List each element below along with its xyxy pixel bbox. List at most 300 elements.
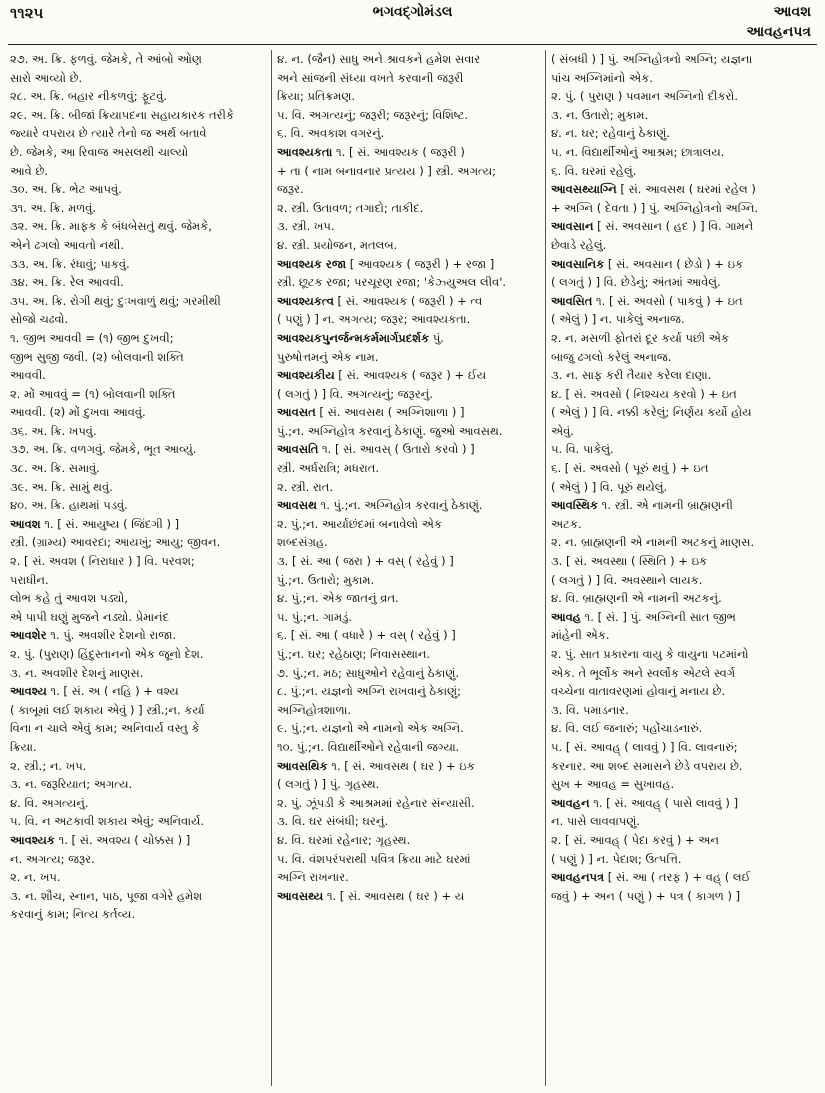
- definition-text: ૧. [ સં. આવશ્યક ( જરૂરી ): [332, 144, 465, 159]
- definition-text: [ સં. આવસથ ( ઘરમાં રહેલ ): [616, 182, 756, 197]
- definition-line: [551, 887, 816, 906]
- definition-text: ૨. પું. ( પુરાણ ) પવમાન અગ્નિનો દીકરો.: [551, 89, 739, 104]
- definition-text: પુરુષોત્તમનું એક નામ.: [277, 349, 379, 364]
- definition-text: ૩. ન. સાફ કરી તૈયાર કરેલા દાણા.: [551, 368, 712, 383]
- definition-text: ૧. પું. અવશીર દેશનો રાજા.: [46, 628, 177, 643]
- definition-line: [277, 719, 539, 738]
- definition-text: પાંચ અગ્નિમાંનો એક.: [551, 70, 653, 85]
- definition-text: સોજો ચઢવો.: [10, 312, 69, 327]
- definition-line: [10, 180, 265, 199]
- headword: આવહનપત્ર: [551, 870, 605, 885]
- definition-line: [551, 124, 816, 143]
- definition-text: ( લગતું ) ] વિ. અવસ્થાને લાયક.: [551, 572, 703, 587]
- definition-line: [10, 701, 265, 720]
- headword: આવસથ્યાગ્નિ: [551, 182, 617, 197]
- definition-text: [ સં. આવસથ ( અગ્નિશાળા ) ]: [315, 405, 465, 420]
- headword: આવશ્યકતા: [277, 144, 333, 159]
- definition-text: ૧. સ્ત્રી. એ નામની બ્રાહ્મણની: [598, 498, 733, 513]
- definition-line: [10, 719, 265, 738]
- definition-line: [10, 440, 265, 459]
- definition-text: કરનાર. આ શબ્દ સમાસને છેડે વપરાય છે.: [551, 758, 743, 773]
- definition-text: ૭. પું.;ન. મઠ; સાધુઓને રહેવાનું ઠેકાણું.: [277, 665, 460, 680]
- entry-line: [277, 143, 539, 162]
- page-header: [0, 0, 825, 48]
- definition-text: ૪. વિ. લઈ જનારું; પહોંચાડનારું.: [551, 721, 703, 736]
- entry-line: [551, 217, 816, 236]
- column-divider: [271, 50, 272, 1086]
- entry-line: [551, 255, 816, 274]
- definition-text: ૪. વિ. અગત્યનું.: [10, 795, 89, 810]
- definition-line: [10, 794, 265, 813]
- definition-line: [10, 124, 265, 143]
- definition-line: [551, 571, 816, 590]
- definition-text: ૨. પું. (પુરાણ) હિંદુસ્તાનનો એક જૂનો દેશ.: [10, 647, 204, 661]
- definition-text: ૨૭. અ. ક્રિ. ફળવું. જેમકે, તે આંબો ઓણ: [10, 52, 202, 66]
- header-rule: [8, 44, 817, 45]
- definition-text: ૨. સ્ત્રી. રાત.: [277, 479, 334, 494]
- definition-line: [277, 459, 539, 478]
- definition-text: ૩. વિ. ઘર સંબંધી; ઘરનું.: [277, 814, 389, 829]
- definition-line: [277, 217, 539, 236]
- definition-text: ( લગતું ) ] વિ. અગત્યનું; જરૂરનું.: [277, 386, 433, 401]
- headword: આવસાનિક: [551, 256, 605, 271]
- definition-text: ૧. [ સં. આવસથ ( ઘર ) + ઇક: [327, 758, 475, 773]
- definition-line: [551, 478, 816, 497]
- entry-line: [277, 329, 539, 348]
- definition-text: આવવી. (૨) મોં દુખવા આવવું.: [10, 405, 146, 420]
- definition-text: ૨. [ સં. આવહ્ ( પેદા કરવું ) + અન: [551, 832, 719, 847]
- definition-line: [277, 645, 539, 664]
- definition-line: [277, 87, 539, 106]
- definition-text: સ્ત્રી. (ગ્રામ્ય) આવરદા; આયખું; આયુ; જીવન.: [10, 535, 221, 550]
- entry-line: [277, 366, 539, 385]
- definition-text: ( લગતું ) ] વિ. છેડેનું; અંતમાં આવેલું.: [551, 275, 721, 290]
- definition-text: ક્રિયા; પ્રતિક્રમણ.: [277, 89, 356, 104]
- definition-text: ૪. વિ. ઘરમાં રહેનાર; ગૃહસ્થ.: [277, 832, 411, 847]
- definition-line: [551, 199, 816, 218]
- headword: આવસ્થિક: [551, 498, 599, 513]
- definition-text: ૧. પું.;ન. અગ્નિહોત્ર કરવાનું ઠેકાણું.: [316, 498, 483, 513]
- definition-line: [10, 162, 265, 181]
- definition-text: ( એલું ) ] વિ. નક્કી કરેલું; નિર્ણય કર્યો હોય: [551, 405, 752, 420]
- definition-line: [551, 664, 816, 683]
- headword: આવશ્યકત્વ: [277, 293, 334, 308]
- definition-text: જ્યારે વપરાય છે ત્યારે તેનો જ અર્થ બતાવે: [10, 126, 207, 141]
- definition-line: [277, 124, 539, 143]
- entry-line: [10, 515, 265, 534]
- definition-text: ૧. [ સં. અવશ્ય ( ચોક્કસ ) ]: [54, 832, 191, 847]
- definition-line: [551, 831, 816, 850]
- definition-text: પું.;ન. ઉતારો; મુકામ.: [277, 572, 375, 587]
- definition-line: [10, 348, 265, 367]
- definition-text: [ સં. આ ( તરફ ) + વહ્ ( લઈ: [604, 870, 751, 885]
- definition-text: ૫. ન. વિદ્યાર્થીઓનું આશ્રમ; છાત્રાલય.: [551, 144, 725, 159]
- definition-line: [10, 533, 265, 552]
- definition-line: [551, 236, 816, 255]
- definition-line: [551, 459, 816, 478]
- definition-text: + તા ( નામ બનાવનાર પ્રત્યય ) ] સ્ત્રી. અગત્ય;: [277, 163, 497, 178]
- definition-line: [10, 292, 265, 311]
- definition-text: ( કાબૂમાં લઈ શકાય એવું ) ] સ્ત્રી.;ન. કર્યા: [10, 702, 205, 717]
- guide-word-last: આવહનપત્ર: [746, 24, 811, 40]
- definition-line: [10, 812, 265, 831]
- definition-line: [10, 310, 265, 329]
- entry-line: [277, 440, 539, 459]
- headword: આવસિત: [551, 293, 593, 308]
- definition-line: [10, 645, 265, 664]
- definition-text: ૧. [ સં. આવસ્ ( ઉતારો કરવો ) ]: [318, 442, 475, 457]
- definition-line: [551, 440, 816, 459]
- headword: આવશ્ય: [10, 684, 47, 699]
- definition-line: [277, 775, 539, 794]
- definition-text: જરૂર.: [277, 182, 304, 197]
- definition-text: ૩૬. અ. ક્રિ. ખપવું.: [10, 423, 97, 438]
- definition-text: કરવાનું કામ; નિત્ય કર્તવ્ય.: [10, 907, 136, 922]
- definition-line: [277, 571, 539, 590]
- definition-text: પું.;ન. ઘર; રહેઠાણ; નિવાસસ્થાન.: [277, 647, 431, 661]
- definition-text: ૪. ન. ઘર; રહેવાનું ઠેકાણું.: [551, 126, 670, 141]
- definition-text: ૧. જીભ આવવી = (૧) જીભ દુખવી;: [10, 330, 174, 345]
- definition-line: [277, 682, 539, 701]
- definition-text: ૧. [ સં. ] પું. અગ્નિની સાત જીભ: [580, 609, 736, 624]
- entry-line: [10, 682, 265, 701]
- definition-text: ૨. મોં આવવું = (૧) બોલવાની શક્તિ: [10, 386, 176, 401]
- headword: આવશ્યકપુનર્જન્મકર્મમાર્ગપ્રદર્શક: [277, 330, 430, 345]
- definition-line: [10, 422, 265, 441]
- definition-text: ૯. પું.;ન. યજ્ઞનો એ નામનો એક અગ્નિ.: [277, 721, 464, 736]
- definition-line: [10, 589, 265, 608]
- page-number: ૧૧૨૫: [10, 4, 44, 22]
- definition-text: ૫. વિ. પાકેલું.: [551, 442, 614, 457]
- definition-text: + અગ્નિ ( દેવતા ) ] પું. અગ્નિહોત્રનો અગ્નિ.: [551, 200, 759, 215]
- definition-line: [277, 850, 539, 869]
- definition-line: [277, 385, 539, 404]
- column-middle: [277, 50, 539, 1090]
- definition-text: ૨૯. અ. ક્રિ. બીજાં ક્રિયાપદના સહાયકારક તરીકે: [10, 107, 234, 122]
- definition-text: ૩. ન. જરૂરિયાત; અગત્ય.: [10, 777, 133, 792]
- definition-text: ૬. [ સં. અવસો ( પૂરું થવું ) + ઇત: [551, 461, 709, 476]
- headword: આવહન: [551, 795, 590, 810]
- headword: આવસથ્ય: [277, 888, 324, 903]
- definition-text: ( પણું ) ] ન. પેદાશ; ઉત્પત્તિ.: [551, 851, 682, 866]
- definition-text: ન. અગત્ય; જરૂર.: [10, 851, 95, 866]
- definition-line: [551, 162, 816, 181]
- headword: આવહ: [551, 609, 581, 624]
- definition-text: પું.;ન. અગ્નિહોત્ર કરવાનું ઠેકાણું. જુઓ આવસથ.: [277, 423, 503, 438]
- definition-line: [10, 236, 265, 255]
- definition-text: ૪. વિ. બ્રાહ્મણની એ નામની અટકનું.: [551, 591, 722, 606]
- definition-text: ૨. પું. સાત પ્રકારના વાયુ કે વાયુના પટમાંનો: [551, 647, 749, 661]
- definition-text: ૧. [ સં. આવહ્ ( પાસે લાવવું ) ]: [589, 795, 739, 810]
- definition-line: [277, 626, 539, 645]
- definition-text: આવે છે.: [10, 163, 48, 178]
- definition-text: [ સં. અવસાન ( હદ ) ] વિ. ગામને: [593, 219, 754, 234]
- definition-line: [551, 533, 816, 552]
- definition-line: [551, 515, 816, 534]
- definition-text: ૪. ન. (જૈન) સાધુ અને શ્રાવકને હમેશ સવાર: [277, 52, 481, 66]
- definition-line: [551, 719, 816, 738]
- definition-line: [277, 812, 539, 831]
- definition-line: [551, 757, 816, 776]
- definition-text: [ સં. આવશ્યક ( જરૂર ) + ઈય: [334, 368, 487, 383]
- definition-line: [10, 571, 265, 590]
- definition-line: [277, 162, 539, 181]
- definition-line: [277, 273, 539, 292]
- headword: આવસાન: [551, 219, 594, 234]
- definition-line: [10, 868, 265, 887]
- entry-line: [277, 887, 539, 906]
- definition-text: ૫. [ સં. આવહ્ ( લાવવું ) ] વિ. લાવનારું;: [551, 739, 738, 754]
- definition-text: ૨. ન. બ્રાહ્મણની એ નામની અટકનું માણસ.: [551, 535, 755, 550]
- definition-text: પરાધીન.: [10, 572, 49, 587]
- definition-line: [277, 701, 539, 720]
- definition-line: [551, 645, 816, 664]
- definition-text: ૨. પું. ઝૂંપડી કે આશ્રમમાં રહેનાર સંન્યાસી.: [277, 795, 475, 810]
- definition-text: ૩૧. અ. ક્રિ. મળવું.: [10, 200, 96, 215]
- definition-line: [277, 589, 539, 608]
- definition-line: [10, 255, 265, 274]
- definition-text: ૨. ન. મસળી ફોતરાં દૂર કર્યા પછી એક: [551, 330, 730, 345]
- definition-line: [277, 831, 539, 850]
- definition-text: એક. તે ભૂર્લોક અને સ્વર્લોક એટલે સ્વર્ગ: [551, 665, 736, 680]
- definition-line: [277, 180, 539, 199]
- definition-line: [551, 385, 816, 404]
- definition-line: [10, 106, 265, 125]
- definition-line: [10, 664, 265, 683]
- headword: આવસથિક: [277, 758, 328, 773]
- definition-line: [551, 701, 816, 720]
- definition-line: [277, 69, 539, 88]
- definition-line: [551, 87, 816, 106]
- column-divider: [545, 50, 546, 1086]
- headword: આવસતિ: [277, 442, 319, 457]
- definition-text: ૩૫. અ. ક્રિ. રોગી થવું; દુઃખવાળું થવું; ગરમીથી: [10, 293, 221, 308]
- definition-line: [277, 310, 539, 329]
- definition-text: ૩. સ્ત્રી. ખપ.: [277, 219, 335, 234]
- definition-line: [10, 69, 265, 88]
- definition-line: [551, 106, 816, 125]
- definition-text: ૨. સ્ત્રી. ઉતાવળ; તગાદો; તાકીદ.: [277, 200, 424, 215]
- definition-text: ૩. ન. શૌચ, સ્નાન, પાઠ, પૂજા વગેરે હમેશ: [10, 888, 203, 903]
- entry-line: [551, 794, 816, 813]
- definition-text: ૬. [ સં. આ ( વધારે ) + વસ્ ( રહેવું ) ]: [277, 628, 456, 643]
- column-right: [551, 50, 816, 1090]
- definition-text: ૮. પું.;ન. યજ્ઞનો અગ્નિ રાખવાનું ઠેકાણું;: [277, 684, 461, 699]
- definition-text: પું.: [429, 330, 444, 345]
- definition-line: [551, 329, 816, 348]
- definition-text: ૧૦. પું.;ન. વિદ્યાર્થીઓને રહેવાની જગ્યા.: [277, 739, 460, 754]
- definition-line: [10, 50, 265, 69]
- definition-text: ૨. પું.;ન. આર્યાછંદમાં બનાવેલો એક: [277, 516, 442, 531]
- definition-line: [551, 738, 816, 757]
- definition-line: [10, 329, 265, 348]
- definition-text: ૩. [ સં. અવસ્થા ( સ્થિતિ ) + ઇક: [551, 554, 708, 569]
- entry-line: [277, 292, 539, 311]
- definition-text: ૧. [ સં. આયુષ્ય ( જિંદગી ) ]: [40, 516, 180, 531]
- definition-text: સ્ત્રી. અર્ધરાત્રિ; મધરાત.: [277, 461, 379, 476]
- definition-text: ( લગતું ) ] પું. ગૃહસ્થ.: [277, 777, 380, 792]
- definition-text: અને સાંજની સંધ્યા વખતે કરવાની જરૂરી: [277, 70, 464, 85]
- definition-text: ૪. સ્ત્રી. પ્રયોજન, મતલબ.: [277, 237, 398, 252]
- headword: આવશ: [10, 516, 41, 531]
- definition-text: જવું ) + અન ( પણું ) + પત્ર ( કાગળ ) ]: [551, 888, 741, 903]
- definition-text: ૫. વિ. ન અટકાવી શકાય એવું; અનિવાર્ય.: [10, 814, 205, 829]
- definition-line: [10, 496, 265, 515]
- definition-text: ( સંબધી ) ] પું. અગ્નિહોત્રનો અગ્નિ; યજ્ઞના: [551, 52, 753, 66]
- definition-line: [551, 850, 816, 869]
- definition-text: ક્રિયા.: [10, 739, 37, 754]
- definition-line: [277, 868, 539, 887]
- entry-line: [277, 403, 539, 422]
- definition-text: [ સં. આવશ્યક ( જરૂરી ) + ત્વ: [333, 293, 483, 308]
- definition-line: [277, 533, 539, 552]
- definition-line: [277, 515, 539, 534]
- definition-line: [551, 775, 816, 794]
- definition-line: [10, 905, 265, 924]
- headword: આવશેર: [10, 628, 47, 643]
- definition-text: એ પાપી ઘણું મુજને નડ્યો. પ્રેમાનંદ: [10, 609, 170, 624]
- definition-text: સારો આવ્યો છે.: [10, 70, 83, 85]
- book-title: ભગવદ્ગોમંડલ: [372, 4, 453, 20]
- definition-line: [277, 478, 539, 497]
- definition-text: ૩૮. અ. ક્રિ. સમાવું.: [10, 461, 100, 476]
- definition-line: [551, 682, 816, 701]
- definition-line: [277, 664, 539, 683]
- entry-line: [551, 180, 816, 199]
- headword: આવસત: [277, 405, 316, 420]
- definition-text: [ આવશ્યક ( જરૂરી ) + રજા ]: [346, 256, 495, 271]
- definition-text: એને ઢગલો આવતો નથી.: [10, 237, 124, 252]
- definition-line: [551, 422, 816, 441]
- entry-line: [10, 626, 265, 645]
- definition-line: [10, 217, 265, 236]
- definition-text: લોભ કહે તું આવશ પડ્યો,: [10, 591, 128, 606]
- definition-text: શબ્દસંગ્રહ.: [277, 535, 328, 550]
- definition-text: અટક.: [551, 516, 582, 531]
- definition-text: ( પણું ) ] ન. અગત્ય; જરૂર; આવશ્યકતા.: [277, 312, 471, 327]
- definition-text: વિના ન ચાલે એવું કામ; અનિવાર્ય વસ્તુ કે: [10, 721, 200, 736]
- definition-text: ૩. વિ. પમાડનાર.: [551, 702, 629, 717]
- definition-text: ૫. વિ. અગત્યનું; જરૂરી; જરૂરનું; વિશિષ્ટ.: [277, 107, 469, 122]
- definition-text: ૩. [ સં. આ ( જરા ) + વસ્ ( રહેવું ) ]: [277, 554, 454, 569]
- definition-line: [10, 273, 265, 292]
- definition-text: ૪૦. અ. ક્રિ. હાથમાં પડવું.: [10, 498, 128, 513]
- definition-line: [277, 199, 539, 218]
- guide-word-first: આવશ: [773, 4, 811, 20]
- entry-line: [551, 496, 816, 515]
- column-left: [10, 50, 265, 1090]
- definition-line: [10, 385, 265, 404]
- definition-line: [10, 366, 265, 385]
- definition-text: ૩૩. અ. ક્રિ. રંધાવું; પાકવું.: [10, 256, 130, 271]
- definition-line: [551, 552, 816, 571]
- definition-text: ( એલું ) ] વિ. પૂરું થયેલું.: [551, 479, 668, 494]
- definition-line: [10, 775, 265, 794]
- definition-line: [551, 626, 816, 645]
- definition-text: સ્ત્રી. છૂટક રજા; પરચૂરણ રજા; 'કેઝ્યુઅલ લીવ'.: [277, 275, 507, 290]
- definition-text: ૪. [ સં. અવસો ( નિશ્ચય કરવો ) + ઇત: [551, 386, 737, 401]
- definition-text: ( એલું ) ] ન. પાકેલું અનાજ.: [551, 312, 685, 327]
- definition-text: માંહેની એક.: [551, 628, 610, 643]
- definition-line: [551, 69, 816, 88]
- definition-line: [551, 310, 816, 329]
- definition-line: [10, 887, 265, 906]
- definition-text: અગ્નિ રાખનાર.: [277, 870, 349, 885]
- definition-text: ૩૪. અ. ક્રિ. રેલ આવવી.: [10, 275, 124, 290]
- definition-text: ૧. [ સં. આવસથ ( ઘર ) + ય: [323, 888, 465, 903]
- headword: આવસથ: [277, 498, 317, 513]
- definition-line: [551, 812, 816, 831]
- definition-line: [10, 459, 265, 478]
- definition-line: [10, 552, 265, 571]
- definition-text: આવવી.: [10, 368, 46, 383]
- definition-text: ૩૨. અ. ક્રિ. માફક કે બંધબેસતું થવું. જેમકે,: [10, 219, 212, 234]
- definition-text: સુખ + આવહ = સુખાવહ.: [551, 777, 675, 792]
- entry-line: [277, 255, 539, 274]
- entry-line: [551, 868, 816, 887]
- definition-text: ૨. સ્ત્રી.; ન. ખપ.: [10, 758, 87, 773]
- definition-line: [277, 794, 539, 813]
- definition-line: [277, 738, 539, 757]
- definition-line: [10, 87, 265, 106]
- definition-text: ૧. [ સં. અ ( નહિ ) + વશ્ય: [46, 684, 179, 699]
- definition-text: ૬. વિ. ઘરમાં રહેલું.: [551, 163, 637, 178]
- definition-line: [10, 478, 265, 497]
- definition-line: [277, 50, 539, 69]
- definition-line: [10, 199, 265, 218]
- definition-text: ૧. [ સં. અવસો ( પાકવું ) + ઇત: [592, 293, 743, 308]
- definition-text: ન. પાસે લાવવાપણું.: [551, 814, 640, 829]
- definition-text: જીભ સુજી જવી. (૨) બોલવાની શક્તિ: [10, 349, 184, 364]
- entry-line: [551, 292, 816, 311]
- headword: આવશ્યકીય: [277, 368, 335, 383]
- definition-line: [277, 236, 539, 255]
- definition-line: [277, 552, 539, 571]
- definition-line: [551, 348, 816, 367]
- definition-text: ૩૭. અ. ક્રિ. વળગવું. જેમકે, ભૂત આવ્યું.: [10, 442, 197, 457]
- definition-line: [277, 106, 539, 125]
- definition-line: [10, 143, 265, 162]
- definition-text: ૨. [ સં. અવશ ( નિરાધાર ) ] વિ. પરવશ;: [10, 554, 195, 569]
- definition-text: ૩૦. અ. ક્રિ. ભેટ આપવું.: [10, 182, 122, 197]
- definition-text: ૪. પું.;ન. એક જાતનું વ્રત.: [277, 591, 399, 606]
- entry-line: [551, 608, 816, 627]
- entry-line: [277, 757, 539, 776]
- definition-text: છેવાડે રહેલું.: [551, 237, 607, 252]
- headword: આવશ્યક: [10, 832, 55, 847]
- definition-line: [277, 422, 539, 441]
- definition-line: [277, 608, 539, 627]
- definition-text: વચ્ચેના વાતાવરણમાં હોવાનું મનાય છે.: [551, 684, 726, 699]
- definition-line: [551, 366, 816, 385]
- definition-text: ૨. ન. ખપ.: [10, 870, 61, 885]
- definition-text: ૩. ન. અવશીર દેશનું માણસ.: [10, 665, 144, 680]
- definition-line: [277, 348, 539, 367]
- definition-line: [551, 403, 816, 422]
- definition-text: છે. જેમકે, આ રિવાજ અસલથી ચાલ્યો: [10, 144, 189, 159]
- definition-line: [551, 273, 816, 292]
- definition-line: [551, 143, 816, 162]
- definition-text: એવું.: [551, 423, 574, 438]
- definition-text: ૩૯. અ. ક્રિ. સામું થવું.: [10, 479, 113, 494]
- definition-text: ૫. પું.;ન. ગામડું.: [277, 609, 353, 624]
- headword: આવશ્યક રજા: [277, 256, 347, 271]
- entry-line: [10, 831, 265, 850]
- definition-text: ૫. વિ. વંશપરંપરાથી પવિત્ર ક્રિયા માટે ઘરમાં: [277, 851, 471, 866]
- definition-line: [10, 608, 265, 627]
- definition-line: [551, 589, 816, 608]
- definition-line: [10, 757, 265, 776]
